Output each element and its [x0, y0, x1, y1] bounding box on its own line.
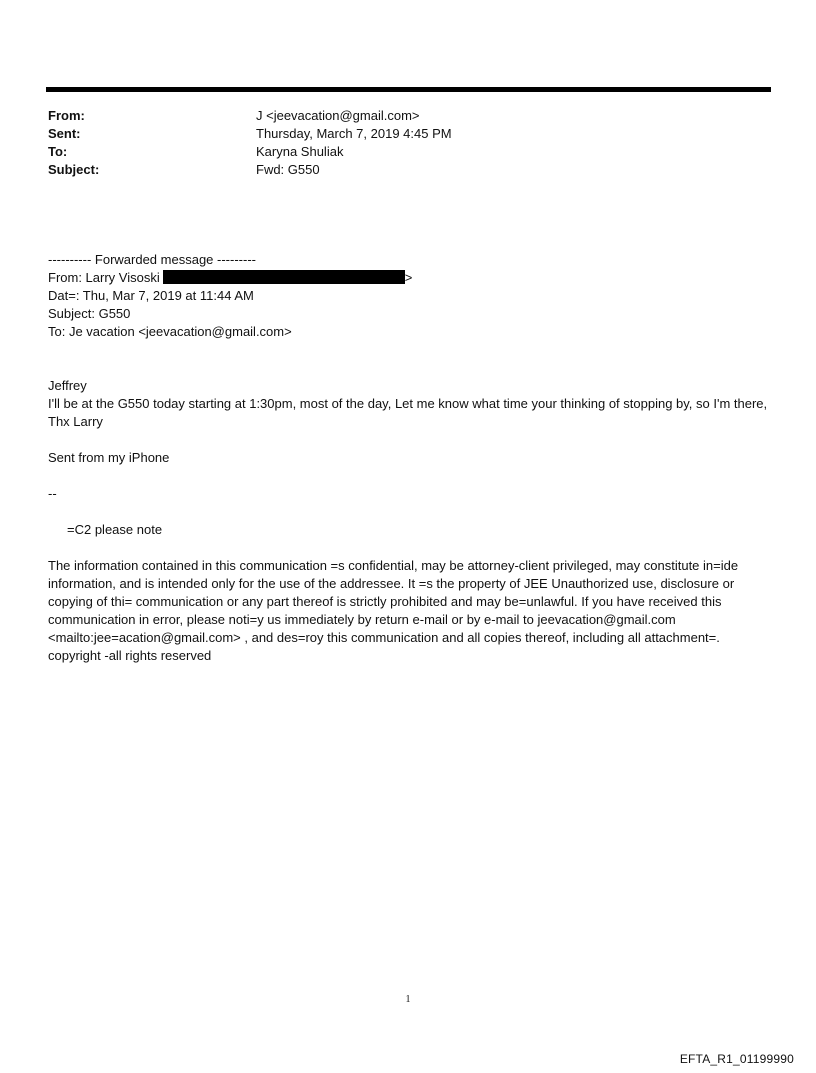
forwarded-to-line: To: Je vacation <jeevacation@gmail.com>: [48, 324, 292, 339]
message-body: I'll be at the G550 today starting at 1:30pm, most of the day, Let me know what time your thinking of stopping by, so I'm there, Thx Larry: [48, 396, 768, 429]
from-value: J <jeevacation@gmail.com>: [256, 108, 420, 123]
forwarded-banner: ---------- Forwarded message ---------: [48, 252, 256, 267]
please-note: =C2 please note: [67, 522, 163, 537]
sent-value: Thursday, March 7, 2019 4:45 PM: [256, 126, 452, 141]
signature-separator: --: [48, 486, 57, 501]
confidentiality-disclaimer: The information contained in this communication =s confidential, may be attorney-client privileged, may constitute in=ide information, and is intended only for the use of the addressee. It =s the property of JEE Unauthorized use, disclosure or copying of thi= communication or any part thereof is strictly prohibited and may be=unlawful. If you have received this communication in error, please noti=y us immediately by return e-mail or by e-mail to jeevacation@gmail.com <mailto:jee=acation@gmail.com> , and des=roy this communication and all copies thereof, including all attachment=. copyright -all rights reserved: [48, 558, 739, 663]
subject-label: Subject:: [48, 162, 100, 177]
document-id: EFTA_R1_01199990: [679, 1052, 794, 1066]
page-number: 1: [405, 994, 411, 1005]
header-divider: [46, 87, 771, 92]
forwarded-from-suffix: >: [404, 270, 413, 285]
from-label: From:: [48, 108, 85, 123]
greeting: Jeffrey: [48, 378, 87, 393]
forwarded-date-line: Dat=: Thu, Mar 7, 2019 at 11:44 AM: [48, 288, 254, 303]
forwarded-from-line: [48, 269, 412, 287]
subject-value: Fwd: G550: [256, 162, 320, 177]
to-value: Karyna Shuliak: [256, 144, 344, 159]
signature: Sent from my iPhone: [48, 450, 170, 465]
forwarded-from-text: From: Larry Visoski: [48, 270, 160, 285]
redaction-block: [163, 270, 405, 284]
sent-label: Sent:: [48, 126, 81, 141]
forwarded-subject-line: Subject: G550: [48, 306, 131, 321]
to-label: To:: [48, 144, 68, 159]
